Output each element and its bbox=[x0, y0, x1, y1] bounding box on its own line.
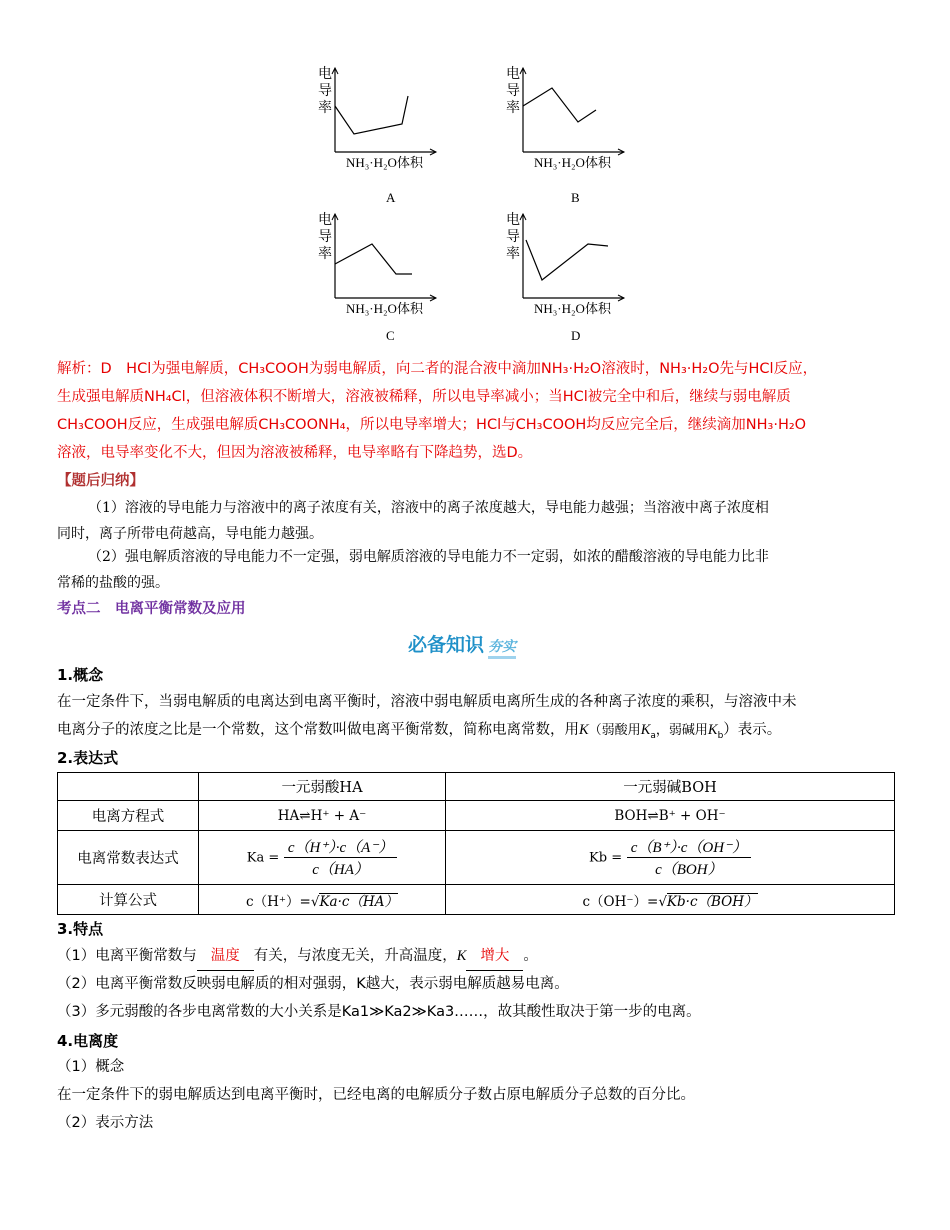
graph-c-label: C bbox=[386, 328, 395, 343]
sqrt-icon: √ bbox=[310, 893, 320, 910]
graph-b-label: B bbox=[571, 190, 580, 205]
concept-acid-text: （弱酸用 bbox=[588, 723, 641, 738]
ka-fraction bbox=[284, 836, 397, 879]
graph-x-label: NH₃·H₂O体积 bbox=[534, 301, 611, 316]
graph-c-plot bbox=[318, 212, 478, 312]
features-title: 3.特点 bbox=[57, 920, 104, 938]
graph-x-label: NH₃·H₂O体积 bbox=[346, 301, 423, 316]
kb-denominator: c（BOH） bbox=[655, 862, 723, 878]
graph-x-label: NH₃·H₂O体积 bbox=[346, 155, 423, 170]
graph-a-plot bbox=[318, 66, 478, 166]
graph-d bbox=[506, 212, 666, 342]
table-header-cell bbox=[58, 773, 199, 801]
table-cell: HA⇌H⁺ + A⁻ bbox=[199, 801, 446, 831]
table-header-row bbox=[58, 773, 895, 801]
calc-base-radicand: Kb·c（BOH） bbox=[666, 893, 758, 910]
symbol-kb-sub: b bbox=[717, 730, 724, 741]
table-row-label: 电离常数表达式 bbox=[58, 831, 199, 885]
graph-b bbox=[506, 66, 666, 196]
calc-acid-radicand: Ka·c（HA） bbox=[319, 893, 398, 910]
table-cell bbox=[446, 885, 895, 915]
expression-table bbox=[57, 772, 895, 915]
graph-c bbox=[318, 212, 478, 342]
graph-d-curve bbox=[526, 240, 608, 280]
degree-title: 4.电离度 bbox=[57, 1032, 119, 1050]
feature-2: （2）电离平衡常数反映弱电解质的相对强弱，K越大，表示弱电解质越易电离。 bbox=[57, 976, 569, 992]
concept-title: 1.概念 bbox=[57, 666, 104, 684]
table-cell bbox=[446, 831, 895, 885]
graph-d-plot bbox=[506, 212, 666, 312]
summary-p2b: 常稀的盐酸的强。 bbox=[57, 575, 169, 591]
graph-a bbox=[318, 66, 478, 196]
analysis-line-2: 生成强电解质NH₄Cl，但溶液体积不断增大，溶液被稀释，所以电导率减小；当HCl被完全中和后，继续与弱电解质 bbox=[57, 389, 791, 405]
symbol-kb: K bbox=[707, 722, 718, 738]
graph-y-label: 电导率 bbox=[506, 66, 520, 116]
table-cell: BOH⇌B⁺ + OH⁻ bbox=[446, 801, 895, 831]
degree-s1-text: 在一定条件下的弱电解质达到电离平衡时，已经电离的电解质分子数占原电解质分子总数的百分比。 bbox=[57, 1087, 695, 1103]
section-title: 考点二 电离平衡常数及应用 bbox=[57, 601, 246, 617]
summary-p2a: （2）强电解质溶液的导电能力不一定强，弱电解质溶液的导电能力不一定弱，如浓的醋酸溶液的导电能力比非 bbox=[88, 549, 769, 565]
table-row bbox=[58, 885, 895, 915]
graph-b-curve bbox=[523, 88, 596, 122]
symbol-k: K bbox=[579, 722, 589, 738]
concept-base-text: ，弱碱用 bbox=[655, 723, 708, 738]
blank-answer-increase: 增大 bbox=[466, 942, 523, 971]
graph-d-label: D bbox=[571, 328, 581, 343]
ka-numerator: c（H⁺）·c（A⁻） bbox=[284, 836, 397, 858]
ka-lhs: Ka = bbox=[246, 850, 280, 866]
degree-s2: （2）表示方法 bbox=[57, 1115, 154, 1131]
analysis-line-4: 溶液，电导率变化不大，但因为溶液被稀释，电导率略有下降趋势，选D。 bbox=[57, 445, 533, 461]
graph-a-curve bbox=[335, 96, 408, 134]
feature-1-end: 。 bbox=[523, 948, 538, 964]
symbol-ka-sub: a bbox=[650, 730, 656, 741]
kb-numerator: c（B⁺）·c（OH⁻） bbox=[627, 836, 751, 858]
kb-fraction bbox=[627, 836, 751, 879]
table-row-label: 计算公式 bbox=[58, 885, 199, 915]
ka-denominator: c（HA） bbox=[312, 862, 369, 878]
concept-line-2-text: 电离分子的浓度之比是一个常数，这个常数叫做电离平衡常数，简称电离常数，用 bbox=[57, 722, 579, 738]
analysis-line-3: CH₃COOH反应，生成强电解质CH₃COONH₄，所以电导率增大；HCl与CH₃COOH均反应完全后，继续滴加NH₃·H₂O bbox=[57, 417, 807, 433]
degree-s1: （1）概念 bbox=[57, 1059, 125, 1075]
table-cell bbox=[199, 885, 446, 915]
symbol-k: K bbox=[456, 948, 467, 964]
summary-p1b: 同时，离子所带电荷越高，导电能力越强。 bbox=[57, 526, 323, 542]
section-badge bbox=[408, 630, 516, 659]
table-row-label: 电离方程式 bbox=[58, 801, 199, 831]
sqrt-icon: √ bbox=[658, 893, 667, 910]
summary-p1a: （1）溶液的导电能力与溶液中的离子浓度有关，溶液中的离子浓度越大，导电能力越强；当溶液中离子浓度相 bbox=[88, 500, 769, 516]
feature-3: （3）多元弱酸的各步电离常数的大小关系是Ka1≫Ka2≫Ka3……，故其酸性取决于第一步的电离。 bbox=[57, 1004, 701, 1020]
graph-y-label: 电导率 bbox=[318, 66, 332, 116]
badge-text: 必备知识 bbox=[408, 634, 485, 656]
badge-sub: 夯实 bbox=[488, 636, 516, 659]
symbol-ka: K bbox=[640, 722, 651, 738]
graph-c-curve bbox=[335, 244, 412, 274]
blank-answer-temperature: 温度 bbox=[197, 942, 254, 971]
graph-y-label: 电导率 bbox=[506, 212, 520, 262]
graph-y-label: 电导率 bbox=[318, 212, 332, 262]
table-cell bbox=[199, 831, 446, 885]
table-row bbox=[58, 831, 895, 885]
table-row bbox=[58, 801, 895, 831]
graph-a-label: A bbox=[386, 190, 396, 205]
expr-title: 2.表达式 bbox=[57, 749, 119, 767]
calc-base-lhs: c（OH⁻）= bbox=[582, 893, 659, 910]
concept-line-1: 在一定条件下，当弱电解质的电离达到电离平衡时，溶液中弱电解质电离所生成的各种离子浓度的乘积，与溶液中未 bbox=[57, 694, 797, 710]
concept-line-2 bbox=[57, 716, 895, 750]
graph-b-plot bbox=[506, 66, 666, 166]
feature-1-text: （1）电离平衡常数与 bbox=[57, 948, 197, 964]
feature-1 bbox=[57, 942, 895, 971]
analysis-line-1: 解析：D HCl为强电解质，CH₃COOH为弱电解质，向二者的混合液中滴加NH₃·H₂O溶液时，NH₃·H₂O先与HCl反应， bbox=[57, 361, 818, 377]
graph-x-label: NH₃·H₂O体积 bbox=[534, 155, 611, 170]
kb-lhs: Kb = bbox=[589, 850, 623, 866]
table-header-cell: 一元弱酸HA bbox=[199, 773, 446, 801]
summary-title: 【题后归纳】 bbox=[57, 473, 144, 489]
feature-1-mid: 有关，与浓度无关，升高温度， bbox=[253, 948, 457, 964]
concept-line-2-end: ）表示。 bbox=[723, 722, 782, 738]
calc-acid-lhs: c（H⁺）= bbox=[246, 893, 311, 910]
table-header-cell: 一元弱碱BOH bbox=[446, 773, 895, 801]
